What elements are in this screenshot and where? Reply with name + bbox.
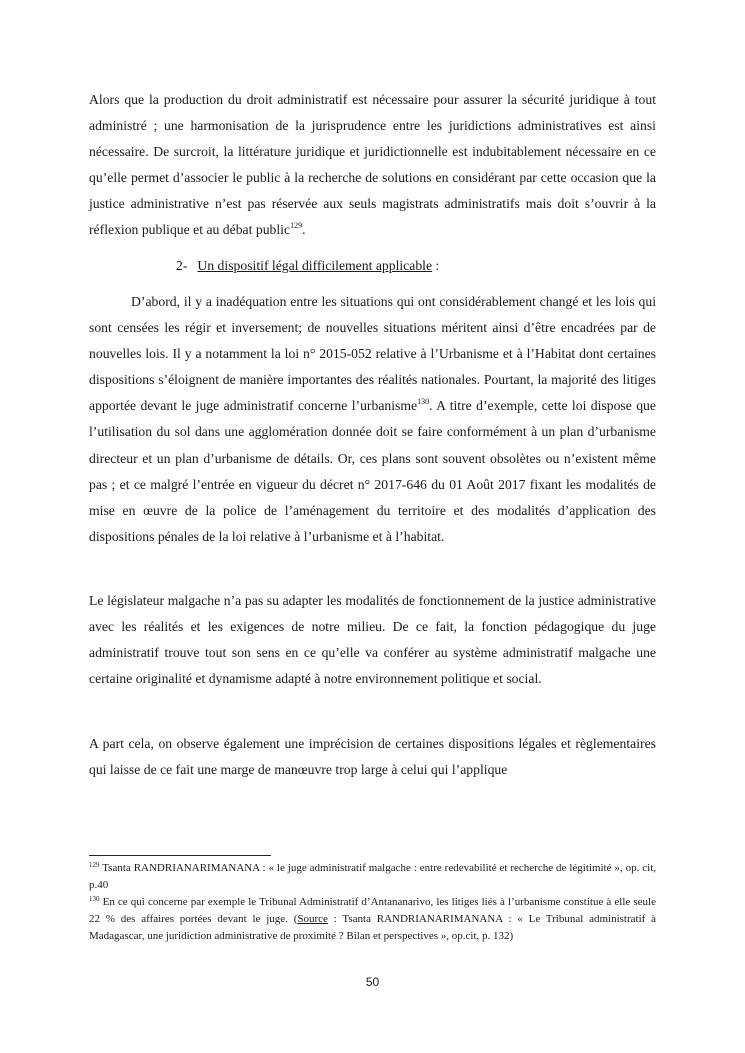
footnote-130 <box>89 894 656 945</box>
footnote-129 <box>89 860 656 894</box>
footnote-text-b: : Tsanta RANDRIANARIMANANA : « Le Tribunal administratif à Madagascar, une juridiction administrative de proximité ? Bilan et perspectives », op.cit, p. 132) <box>89 913 656 942</box>
footnote-number: 130 <box>89 895 100 903</box>
paragraph-1-text: Alors que la production du droit administratif est nécessaire pour assurer la sécurité juridique à tout administré ; une harmonisation de la jurisprudence entre les juridictions administratives est ainsi nécessaire. De surcroit, la littérature juridique et juridictionnelle est indubitablement nécessaire en ce qu’elle permet d’associer le public à la recherche de solutions en considérant par cette occasion que la justice administrative n’est pas réservée aux seuls magistrats administratifs mais doit s’ouvrir à la réflexion publique et au débat public <box>89 92 656 238</box>
section-heading-number: 2- <box>176 258 188 273</box>
paragraph-4 <box>89 731 656 783</box>
footnote-text-a: En ce qui concerne par exemple le Tribunal Administratif d’Antananarivo, les litiges liés à l’urbanisme constitue à elle seule 22 % des affaires portées devant le juge. ( <box>89 896 656 925</box>
paragraph-1 <box>89 87 656 244</box>
footnote-source-label: Source <box>297 913 328 925</box>
footnote-ref-129[interactable]: 129 <box>290 221 303 231</box>
footnote-text: Tsanta RANDRIANARIMANANA : « le juge administratif malgache : entre redevabilité et recherche de légitimité », op. cit, p.40 <box>89 862 656 891</box>
section-heading <box>176 256 439 276</box>
paragraph-1-end: . <box>302 222 306 238</box>
paragraph-2-text-b: . A titre d’exemple, cette loi dispose que l’utilisation du sol dans une agglomération donnée doit se faire conformément à un plan d’urbanisme directeur et un plan d’urbanisme de détails. Or, ces plans sont souvent obsolètes ou n’existent même pas ; et ce malgré l’entrée en vigueur du décret n° 2017-646 du 01 Août 2017 fixant les modalités de mise en œuvre de la police de l’aménagement du territoire et des modalités d’application des dispositions pénales de la loi relative à l’urbanisme et à l’habitat. <box>89 398 656 544</box>
footnote-separator <box>89 855 271 856</box>
footnote-number: 129 <box>89 861 100 869</box>
footnotes <box>89 860 656 945</box>
paragraph-3 <box>89 588 656 692</box>
page-number: 50 <box>365 975 380 989</box>
paragraph-2 <box>89 289 656 550</box>
section-heading-suffix: : <box>432 258 440 273</box>
section-heading-title: Un dispositif légal difficilement applicable <box>197 258 433 273</box>
paragraph-3-text: Le législateur malgache n’a pas su adapter les modalités de fonctionnement de la justice administrative avec les réalités et les exigences de notre milieu. De ce fait, la fonction pédagogique du juge administratif trouve tout son sens en ce qu’elle va conférer au système administratif malgache une certaine originalité et dynamisme adapté à notre environnement politique et social. <box>89 593 656 687</box>
footnote-ref-130[interactable]: 130 <box>417 397 430 407</box>
paragraph-2-text-a: D’abord, il y a inadéquation entre les situations qui ont considérablement changé et les lois qui sont censées les régir et inversement; de nouvelles situations méritent ainsi d’être encadrées par de nouvelles lois. Il y a notamment la loi n° 2015-052 relative à l’Urbanisme et à l’Habitat dont certaines dispositions s’éloignent de manière importantes des réalités nationales. Pourtant, la majorité des litiges apportée devant le juge administratif concerne l’urbanisme <box>89 294 656 414</box>
paragraph-4-text: A part cela, on observe également une imprécision de certaines dispositions légales et règlementaires qui laisse de ce fait une marge de manœuvre trop large à celui qui l’applique <box>89 736 656 778</box>
